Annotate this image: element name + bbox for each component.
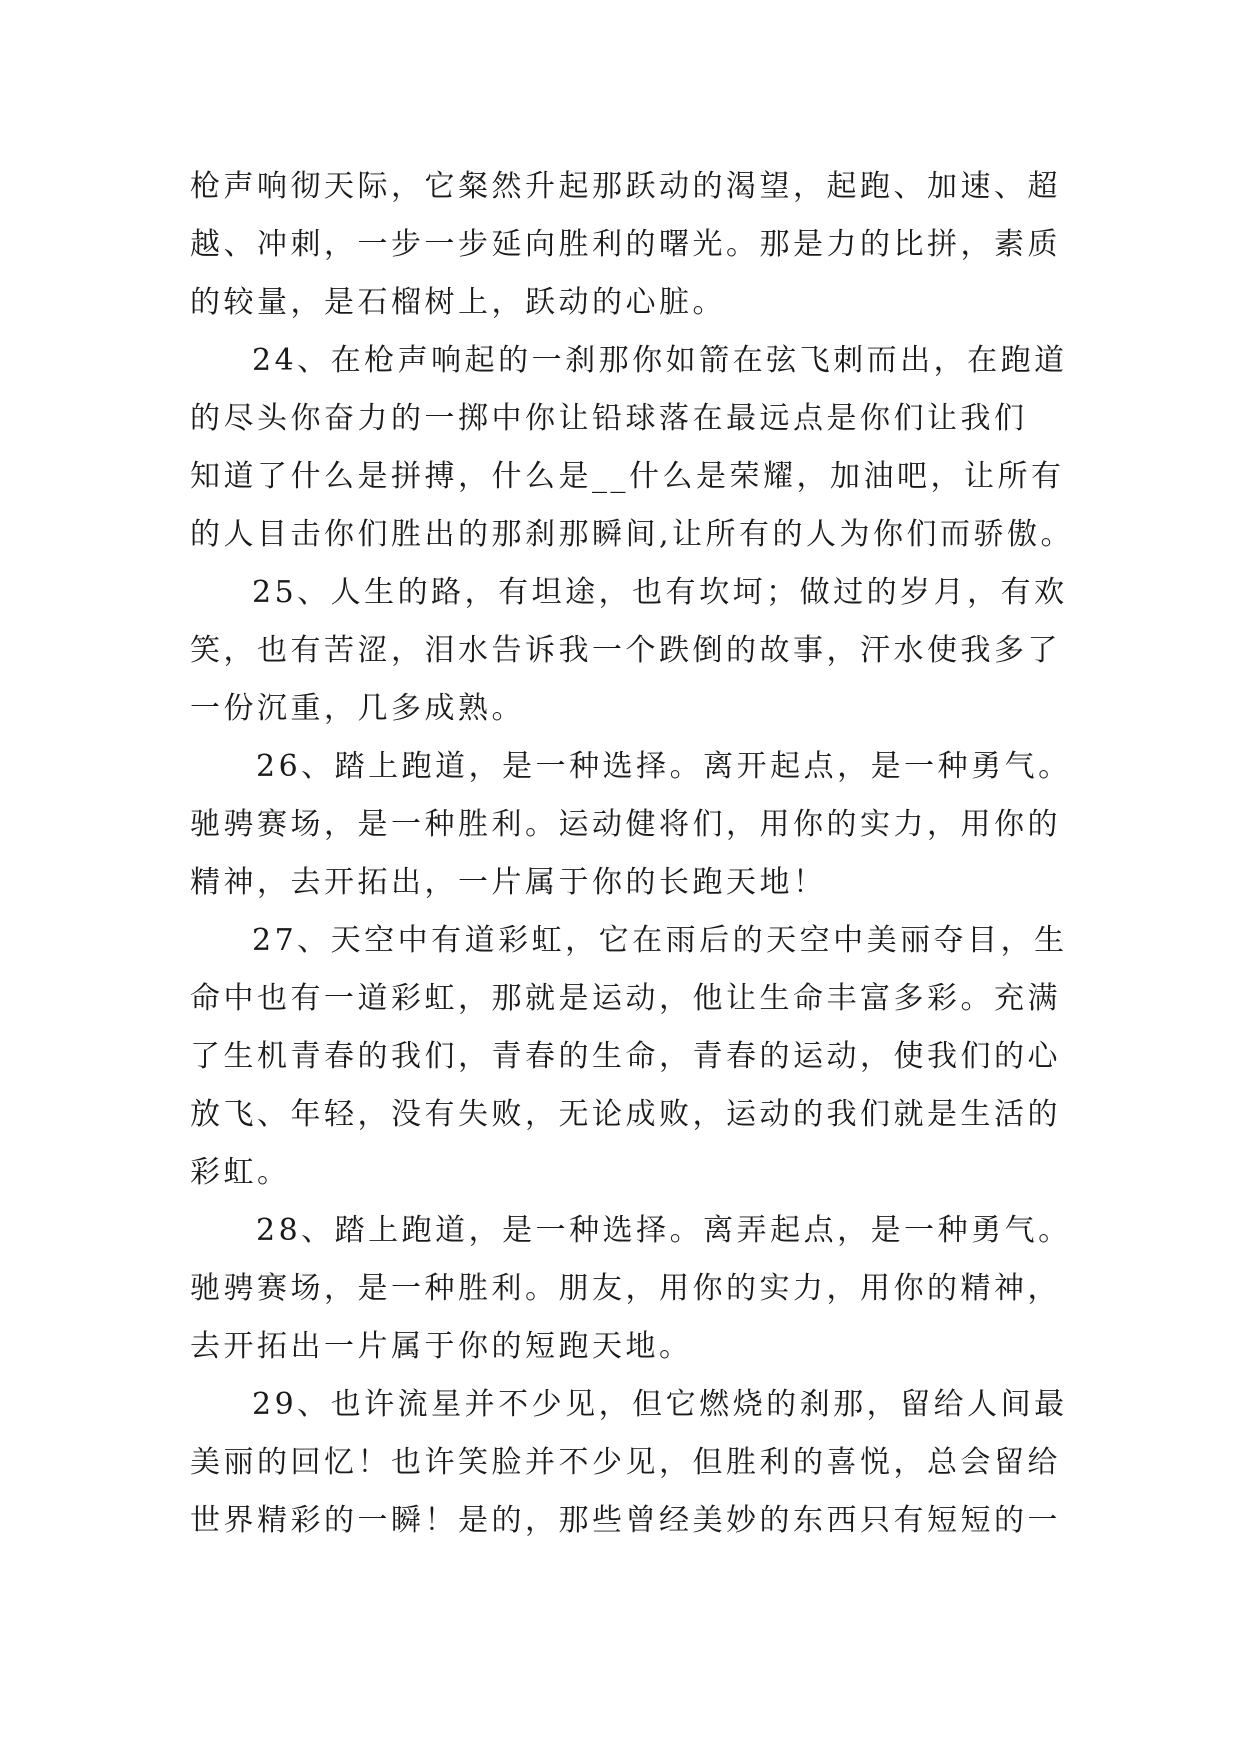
text-line: 枪声响彻天际，它粲然升起那跃动的渴望，起跑、加速、超 <box>190 169 1061 204</box>
text-line: 24、在枪声响起的一刹那你如箭在弦飞刺而出，在跑道 <box>252 343 1068 378</box>
paragraph-28 <box>190 1202 1070 1376</box>
text-line: 的人目击你们胜出的那刹那瞬间,让所有的人为你们而骄傲。 <box>190 517 1075 552</box>
text-line: 越、冲刺，一步一步延向胜利的曙光。那是力的比拼，素质 <box>190 227 1061 262</box>
text-line: 驰骋赛场，是一种胜利。朋友，用你的实力，用你的精神， <box>190 1271 1061 1306</box>
text-line: 命中也有一道彩虹，那就是运动，他让生命丰富多彩。充满 <box>190 981 1061 1016</box>
text-line: 去开拓出一片属于你的短跑天地。 <box>190 1329 693 1364</box>
text-line: 的较量，是石榴树上，跃动的心脏。 <box>190 285 726 320</box>
text-line: 精神，去开拓出，一片属于你的长跑天地！ <box>190 865 827 900</box>
text-line: 美丽的回忆！也许笑脸并不少见，但胜利的喜悦，总会留给 <box>190 1445 1061 1480</box>
text-line: 放飞、年轻，没有失败，无论成败，运动的我们就是生活的 <box>190 1097 1061 1132</box>
paragraph-25 <box>190 564 1070 738</box>
paragraph-27 <box>190 912 1070 1202</box>
document-body <box>190 158 1075 1550</box>
text-line: 25、人生的路，有坦途，也有坎坷；做过的岁月，有欢 <box>252 575 1068 610</box>
text-line: 的尽头你奋力的一掷中你让铅球落在最远点是你们让我们 <box>190 401 1028 436</box>
text-line: 一份沉重，几多成熟。 <box>190 691 525 726</box>
text-line: 彩虹。 <box>190 1155 291 1190</box>
paragraph-24 <box>190 332 1075 564</box>
paragraph-26 <box>190 738 1070 912</box>
text-line: 笑，也有苦涩，泪水告诉我一个跌倒的故事，汗水使我多了 <box>190 633 1061 668</box>
text-line: 世界精彩的一瞬！是的，那些曾经美妙的东西只有短短的一 <box>190 1503 1061 1538</box>
text-line: 28、踏上跑道，是一种选择。离弄起点，是一种勇气。 <box>256 1213 1072 1248</box>
text-line: 了生机青春的我们，青春的生命，青春的运动，使我们的心 <box>190 1039 1061 1074</box>
text-line: 驰骋赛场，是一种胜利。运动健将们，用你的实力，用你的 <box>190 807 1061 842</box>
paragraph-23-continuation <box>190 158 1070 332</box>
text-line: 26、踏上跑道，是一种选择。离开起点，是一种勇气。 <box>256 749 1072 784</box>
text-line: 知道了什么是拼搏，什么是__什么是荣耀，加油吧，让所有 <box>190 459 1065 494</box>
text-line: 29、也许流星并不少见，但它燃烧的刹那，留给人间最 <box>252 1387 1068 1422</box>
text-line: 27、天空中有道彩虹，它在雨后的天空中美丽夺目，生 <box>252 923 1068 958</box>
paragraph-29 <box>190 1376 1070 1550</box>
